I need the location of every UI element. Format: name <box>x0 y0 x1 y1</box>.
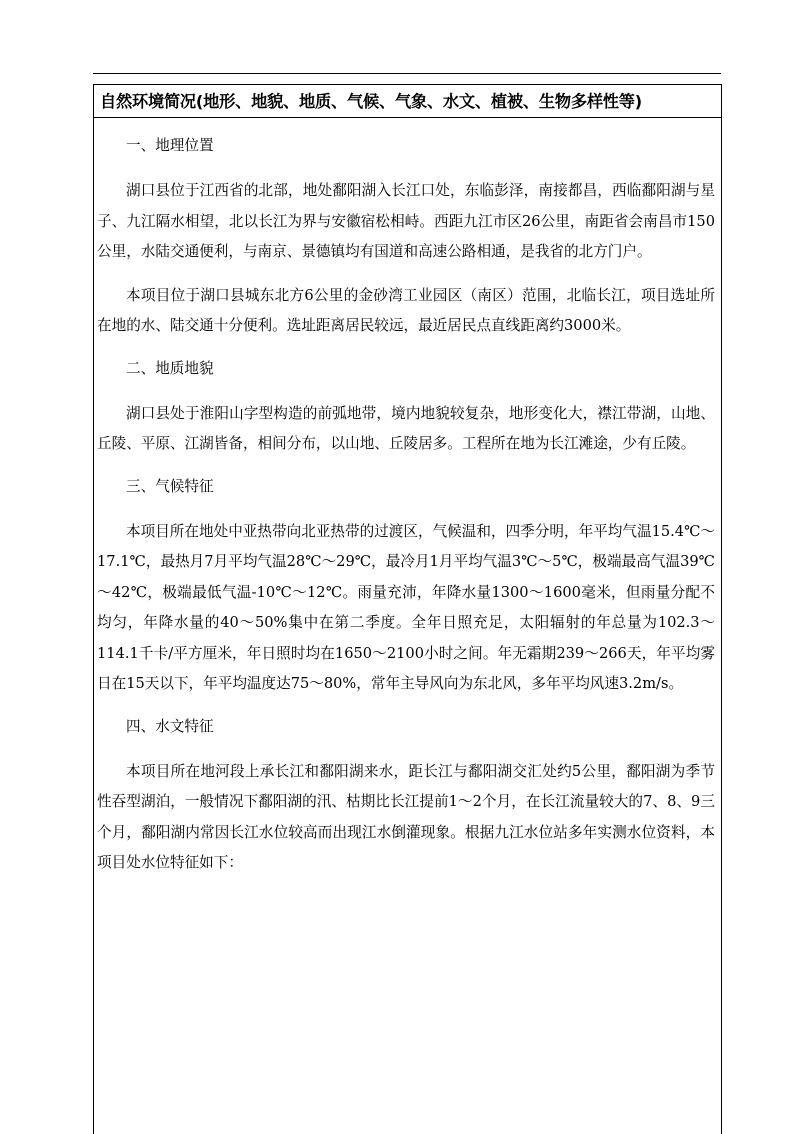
paragraph-geology: 湖口县处于淮阳山字型构造的前弧地带，境内地貌较复杂，地形变化大，襟江带湖，山地、丘陵、平原、江湖皆备，相间分布，以山地、丘陵居多。工程所在地为长江滩途，少有丘陵。 <box>97 404 715 452</box>
paragraph-location-county: 湖口县位于江西省的北部，地处鄱阳湖入长江口处，东临彭泽，南接都昌，西临鄱阳湖与星子、九江隔水相望，北以长江为界与安徽宿松相峙。西距九江市区26公里，南距省会南昌市150公里，水陆交通便利，与南京、景德镇均有国道和高速公路相通，是我省的北方门户。 <box>97 182 715 260</box>
environment-table <box>93 84 722 1134</box>
section-heading-geology: 二、地质地貌 <box>126 359 214 377</box>
section-heading-hydrology: 四、水文特征 <box>126 717 214 735</box>
table-content <box>97 132 715 892</box>
section-heading-climate: 三、气候特征 <box>126 477 214 495</box>
paragraph-location-project: 本项目位于湖口县城东北方6公里的金砂湾工业园区（南区）范围，北临长江，项目选址所在地的水、陆交通十分便利。选址距离居民较远，最近居民点直线距离约3000米。 <box>97 286 715 334</box>
section-heading-location: 一、地理位置 <box>126 137 214 154</box>
table-title: 自然环境简况(地形、地貌、地质、气候、气象、水文、植被、生物多样性等) <box>94 85 721 118</box>
paragraph-hydrology: 本项目所在地河段上承长江和鄱阳湖来水，距长江与鄱阳湖交汇处约5公里，鄱阳湖为季节性吞型湖泊，一般情况下鄱阳湖的汛、枯期比长江提前1～2个月，在长江流量较大的7、8、9三个月，鄱阳湖内常因长江水位较高而出现江水倒灌现象。根据九江水位站多年实测水位资料，本项目处水位特征如下： <box>97 762 715 871</box>
paragraph-climate: 本项目所在地处中亚热带向北亚热带的过渡区，气候温和，四季分明，年平均气温15.4℃～17.1℃，最热月7月平均气温28℃～29℃，最冷月1月平均气温3℃～5℃，极端最高气温39℃～42℃，极端最低气温-10℃～12℃。雨量充沛，年降水量1300～1600毫米，但雨量分配不均匀，年降水量的40～50%集中在第二季度。全年日照充足，太阳辐射的年总量为102.3～114.1千卡/平方厘米，年日照时均在1650～2100小时之间。年无霜期239～266天，年平均雾日在15天以下，年平均温度达75～80%，常年主导风向为东北风，多年平均风速3.2m/s。 <box>97 522 715 692</box>
header-rule <box>93 73 721 74</box>
